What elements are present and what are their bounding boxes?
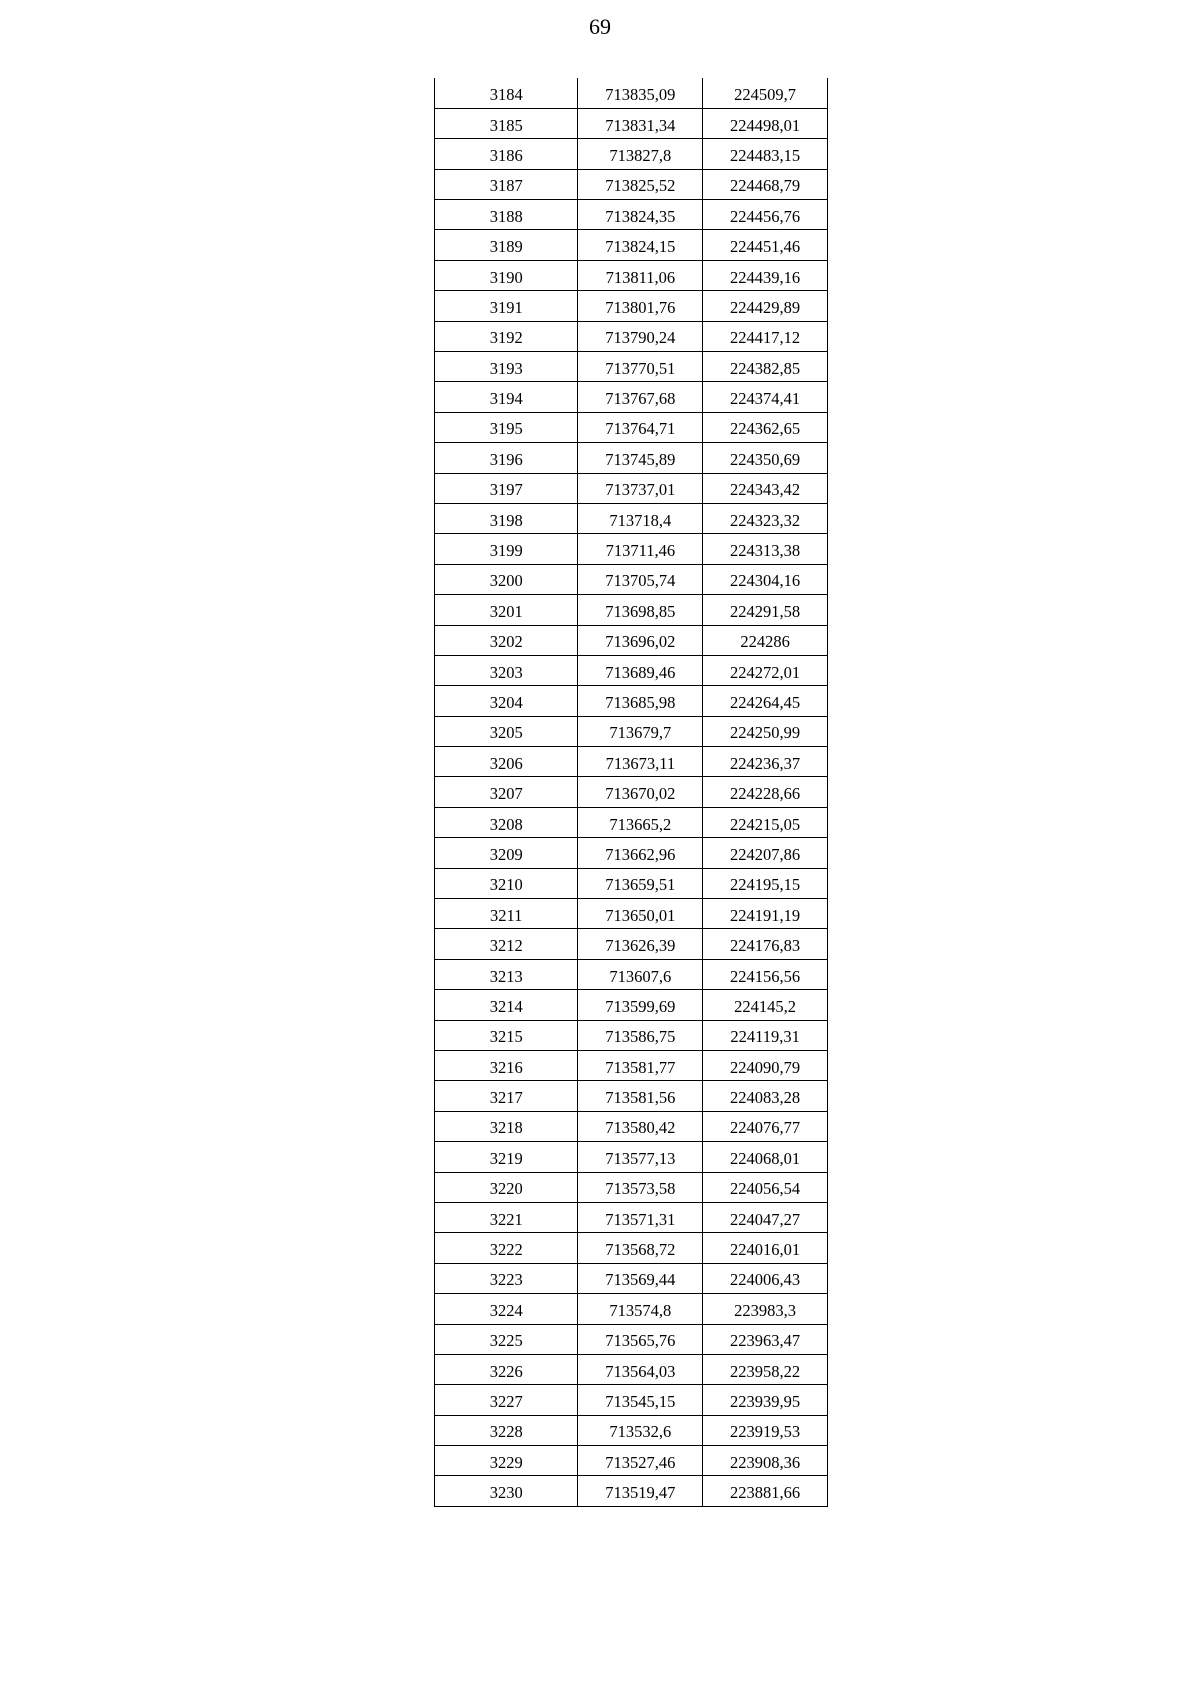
x-coordinate-cell: 713670,02	[578, 777, 703, 807]
point-number-cell: 3214	[435, 990, 578, 1020]
x-coordinate-cell: 713770,51	[578, 352, 703, 382]
y-coordinate-cell: 224083,28	[703, 1081, 828, 1111]
table-row	[435, 959, 828, 989]
y-coordinate-cell: 224207,86	[703, 838, 828, 868]
table-row	[435, 1020, 828, 1050]
table-row	[435, 868, 828, 898]
table-row	[435, 503, 828, 533]
point-number-cell: 3224	[435, 1294, 578, 1324]
y-coordinate-cell: 224417,12	[703, 321, 828, 351]
x-coordinate-cell: 713599,69	[578, 990, 703, 1020]
x-coordinate-cell: 713662,96	[578, 838, 703, 868]
point-number-cell: 3199	[435, 534, 578, 564]
table-row	[435, 1233, 828, 1263]
x-coordinate-cell: 713689,46	[578, 655, 703, 685]
table-row	[435, 1415, 828, 1445]
y-coordinate-cell: 224429,89	[703, 291, 828, 321]
table-row	[435, 169, 828, 199]
point-number-cell: 3203	[435, 655, 578, 685]
x-coordinate-cell: 713573,58	[578, 1172, 703, 1202]
table-row	[435, 1081, 828, 1111]
table-row	[435, 1142, 828, 1172]
y-coordinate-cell: 224374,41	[703, 382, 828, 412]
y-coordinate-cell: 223919,53	[703, 1415, 828, 1445]
table-row	[435, 807, 828, 837]
y-coordinate-cell: 224047,27	[703, 1202, 828, 1232]
x-coordinate-cell: 713825,52	[578, 169, 703, 199]
y-coordinate-cell: 224362,65	[703, 412, 828, 442]
y-coordinate-cell: 223963,47	[703, 1324, 828, 1354]
point-number-cell: 3196	[435, 443, 578, 473]
table-row	[435, 230, 828, 260]
table-row	[435, 443, 828, 473]
table-row	[435, 655, 828, 685]
table-row	[435, 595, 828, 625]
coordinates-table-body	[435, 78, 828, 1506]
x-coordinate-cell: 713696,02	[578, 625, 703, 655]
point-number-cell: 3192	[435, 321, 578, 351]
x-coordinate-cell: 713705,74	[578, 564, 703, 594]
point-number-cell: 3212	[435, 929, 578, 959]
y-coordinate-cell: 223908,36	[703, 1446, 828, 1476]
y-coordinate-cell: 224016,01	[703, 1233, 828, 1263]
y-coordinate-cell: 223881,66	[703, 1476, 828, 1506]
point-number-cell: 3189	[435, 230, 578, 260]
x-coordinate-cell: 713767,68	[578, 382, 703, 412]
y-coordinate-cell: 224156,56	[703, 959, 828, 989]
x-coordinate-cell: 713565,76	[578, 1324, 703, 1354]
y-coordinate-cell: 224215,05	[703, 807, 828, 837]
table-row	[435, 1354, 828, 1384]
y-coordinate-cell: 224382,85	[703, 352, 828, 382]
x-coordinate-cell: 713574,8	[578, 1294, 703, 1324]
y-coordinate-cell: 224291,58	[703, 595, 828, 625]
x-coordinate-cell: 713568,72	[578, 1233, 703, 1263]
table-row	[435, 1202, 828, 1232]
y-coordinate-cell: 224483,15	[703, 139, 828, 169]
table-row	[435, 1263, 828, 1293]
table-row	[435, 686, 828, 716]
y-coordinate-cell: 224304,16	[703, 564, 828, 594]
point-number-cell: 3230	[435, 1476, 578, 1506]
x-coordinate-cell: 713698,85	[578, 595, 703, 625]
table-row	[435, 200, 828, 230]
x-coordinate-cell: 713580,42	[578, 1111, 703, 1141]
x-coordinate-cell: 713650,01	[578, 899, 703, 929]
y-coordinate-cell: 224498,01	[703, 108, 828, 138]
point-number-cell: 3201	[435, 595, 578, 625]
y-coordinate-cell: 224272,01	[703, 655, 828, 685]
table-row	[435, 473, 828, 503]
x-coordinate-cell: 713569,44	[578, 1263, 703, 1293]
point-number-cell: 3185	[435, 108, 578, 138]
y-coordinate-cell: 224006,43	[703, 1263, 828, 1293]
x-coordinate-cell: 713626,39	[578, 929, 703, 959]
y-coordinate-cell: 224068,01	[703, 1142, 828, 1172]
point-number-cell: 3188	[435, 200, 578, 230]
point-number-cell: 3206	[435, 747, 578, 777]
point-number-cell: 3207	[435, 777, 578, 807]
y-coordinate-cell: 224090,79	[703, 1051, 828, 1081]
coordinates-table	[434, 78, 828, 1507]
table-row	[435, 1294, 828, 1324]
table-row	[435, 899, 828, 929]
point-number-cell: 3187	[435, 169, 578, 199]
table-row	[435, 382, 828, 412]
y-coordinate-cell: 224286	[703, 625, 828, 655]
x-coordinate-cell: 713831,34	[578, 108, 703, 138]
y-coordinate-cell: 224509,7	[703, 78, 828, 108]
y-coordinate-cell: 224451,46	[703, 230, 828, 260]
table-row	[435, 716, 828, 746]
x-coordinate-cell: 713659,51	[578, 868, 703, 898]
y-coordinate-cell: 224313,38	[703, 534, 828, 564]
table-row	[435, 78, 828, 108]
point-number-cell: 3211	[435, 899, 578, 929]
y-coordinate-cell: 224264,45	[703, 686, 828, 716]
point-number-cell: 3191	[435, 291, 578, 321]
y-coordinate-cell: 223983,3	[703, 1294, 828, 1324]
x-coordinate-cell: 713811,06	[578, 260, 703, 290]
x-coordinate-cell: 713673,11	[578, 747, 703, 777]
x-coordinate-cell: 713527,46	[578, 1446, 703, 1476]
y-coordinate-cell: 224236,37	[703, 747, 828, 777]
table-row	[435, 1446, 828, 1476]
table-row	[435, 1324, 828, 1354]
point-number-cell: 3200	[435, 564, 578, 594]
y-coordinate-cell: 224145,2	[703, 990, 828, 1020]
x-coordinate-cell: 713586,75	[578, 1020, 703, 1050]
x-coordinate-cell: 713835,09	[578, 78, 703, 108]
x-coordinate-cell: 713581,77	[578, 1051, 703, 1081]
point-number-cell: 3204	[435, 686, 578, 716]
table-row	[435, 564, 828, 594]
point-number-cell: 3194	[435, 382, 578, 412]
table-row	[435, 108, 828, 138]
x-coordinate-cell: 713718,4	[578, 503, 703, 533]
x-coordinate-cell: 713607,6	[578, 959, 703, 989]
point-number-cell: 3186	[435, 139, 578, 169]
point-number-cell: 3215	[435, 1020, 578, 1050]
y-coordinate-cell: 224191,19	[703, 899, 828, 929]
x-coordinate-cell: 713801,76	[578, 291, 703, 321]
y-coordinate-cell: 224456,76	[703, 200, 828, 230]
y-coordinate-cell: 223958,22	[703, 1354, 828, 1384]
point-number-cell: 3229	[435, 1446, 578, 1476]
y-coordinate-cell: 223939,95	[703, 1385, 828, 1415]
table-row	[435, 990, 828, 1020]
point-number-cell: 3190	[435, 260, 578, 290]
x-coordinate-cell: 713581,56	[578, 1081, 703, 1111]
table-row	[435, 139, 828, 169]
table-row	[435, 352, 828, 382]
point-number-cell: 3209	[435, 838, 578, 868]
x-coordinate-cell: 713564,03	[578, 1354, 703, 1384]
point-number-cell: 3217	[435, 1081, 578, 1111]
table-row	[435, 412, 828, 442]
table-row	[435, 625, 828, 655]
y-coordinate-cell: 224343,42	[703, 473, 828, 503]
point-number-cell: 3208	[435, 807, 578, 837]
table-row	[435, 534, 828, 564]
x-coordinate-cell: 713745,89	[578, 443, 703, 473]
x-coordinate-cell: 713790,24	[578, 321, 703, 351]
x-coordinate-cell: 713711,46	[578, 534, 703, 564]
point-number-cell: 3223	[435, 1263, 578, 1293]
x-coordinate-cell: 713665,2	[578, 807, 703, 837]
y-coordinate-cell: 224439,16	[703, 260, 828, 290]
point-number-cell: 3218	[435, 1111, 578, 1141]
point-number-cell: 3213	[435, 959, 578, 989]
y-coordinate-cell: 224076,77	[703, 1111, 828, 1141]
table-row	[435, 291, 828, 321]
x-coordinate-cell: 713532,6	[578, 1415, 703, 1445]
point-number-cell: 3227	[435, 1385, 578, 1415]
page-number: 69	[589, 14, 611, 39]
point-number-cell: 3210	[435, 868, 578, 898]
y-coordinate-cell: 224250,99	[703, 716, 828, 746]
table-row	[435, 321, 828, 351]
point-number-cell: 3221	[435, 1202, 578, 1232]
y-coordinate-cell: 224323,32	[703, 503, 828, 533]
table-row	[435, 260, 828, 290]
table-row	[435, 1051, 828, 1081]
point-number-cell: 3197	[435, 473, 578, 503]
point-number-cell: 3195	[435, 412, 578, 442]
x-coordinate-cell: 713824,15	[578, 230, 703, 260]
x-coordinate-cell: 713545,15	[578, 1385, 703, 1415]
point-number-cell: 3184	[435, 78, 578, 108]
y-coordinate-cell: 224350,69	[703, 443, 828, 473]
point-number-cell: 3193	[435, 352, 578, 382]
y-coordinate-cell: 224228,66	[703, 777, 828, 807]
table-row	[435, 1385, 828, 1415]
x-coordinate-cell: 713577,13	[578, 1142, 703, 1172]
point-number-cell: 3202	[435, 625, 578, 655]
y-coordinate-cell: 224119,31	[703, 1020, 828, 1050]
table-row	[435, 929, 828, 959]
x-coordinate-cell: 713679,7	[578, 716, 703, 746]
y-coordinate-cell: 224056,54	[703, 1172, 828, 1202]
point-number-cell: 3198	[435, 503, 578, 533]
y-coordinate-cell: 224468,79	[703, 169, 828, 199]
point-number-cell: 3226	[435, 1354, 578, 1384]
table-row	[435, 1111, 828, 1141]
point-number-cell: 3228	[435, 1415, 578, 1445]
x-coordinate-cell: 713764,71	[578, 412, 703, 442]
y-coordinate-cell: 224176,83	[703, 929, 828, 959]
point-number-cell: 3220	[435, 1172, 578, 1202]
x-coordinate-cell: 713571,31	[578, 1202, 703, 1232]
x-coordinate-cell: 713737,01	[578, 473, 703, 503]
table-row	[435, 1476, 828, 1506]
point-number-cell: 3216	[435, 1051, 578, 1081]
table-row	[435, 1172, 828, 1202]
y-coordinate-cell: 224195,15	[703, 868, 828, 898]
point-number-cell: 3225	[435, 1324, 578, 1354]
table-row	[435, 777, 828, 807]
point-number-cell: 3222	[435, 1233, 578, 1263]
table-row	[435, 838, 828, 868]
point-number-cell: 3205	[435, 716, 578, 746]
x-coordinate-cell: 713519,47	[578, 1476, 703, 1506]
x-coordinate-cell: 713824,35	[578, 200, 703, 230]
x-coordinate-cell: 713827,8	[578, 139, 703, 169]
point-number-cell: 3219	[435, 1142, 578, 1172]
table-row	[435, 747, 828, 777]
x-coordinate-cell: 713685,98	[578, 686, 703, 716]
